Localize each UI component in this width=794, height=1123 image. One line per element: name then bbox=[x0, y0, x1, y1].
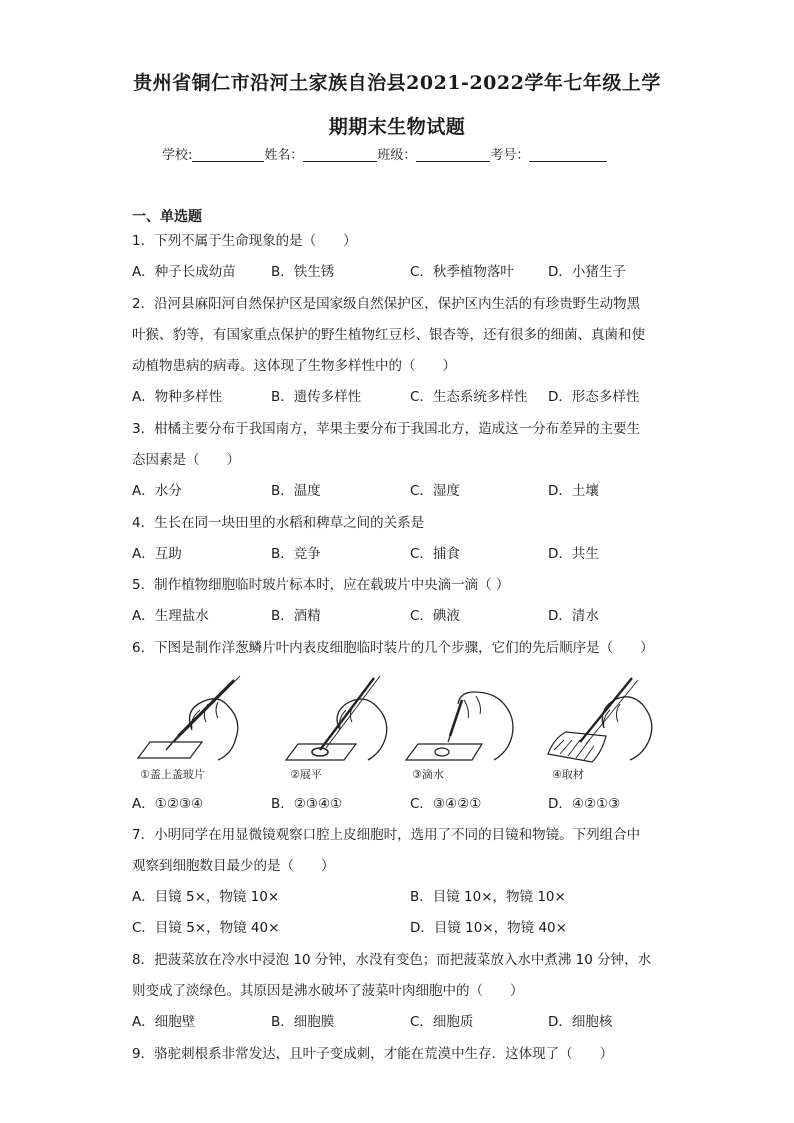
question-2-stem-line3: 动植物患病的病毒。这体现了生物多样性中的（ ） bbox=[132, 358, 456, 374]
exam-number-blank[interactable] bbox=[529, 147, 607, 162]
name-blank[interactable] bbox=[303, 147, 377, 162]
question-7-stem-line1: 7．小明同学在用显微镜观察口腔上皮细胞时，选用了不同的目镜和物镜。下列组合中 bbox=[132, 827, 641, 843]
question-1-stem: 1．下列不属于生命现象的是（ ） bbox=[132, 233, 357, 249]
question-6-stem: 6．下图是制作洋葱鳞片叶内表皮细胞临时装片的几个步骤，它们的先后顺序是（ ） bbox=[132, 640, 654, 656]
section-title: 一、单选题 bbox=[132, 209, 202, 225]
step-take-material-figure bbox=[544, 670, 668, 790]
q1-option-d[interactable]: D．小猪生子 bbox=[548, 264, 626, 280]
q8-option-d[interactable]: D．细胞核 bbox=[548, 1014, 613, 1030]
question-3-stem-line2: 态因素是（ ） bbox=[132, 452, 240, 468]
q2-option-a[interactable]: A．物种多样性 bbox=[132, 389, 223, 405]
question-4-stem: 4．生长在同一块田里的水稻和稗草之间的关系是 bbox=[132, 515, 425, 531]
q4-option-b[interactable]: B．竞争 bbox=[271, 546, 321, 562]
step-drop-water-figure bbox=[404, 670, 528, 790]
q1-option-c[interactable]: C．秋季植物落叶 bbox=[410, 264, 514, 280]
school-blank[interactable] bbox=[192, 147, 264, 162]
school-field bbox=[162, 144, 264, 163]
q8-option-c[interactable]: C．细胞质 bbox=[410, 1014, 474, 1030]
q5-option-b[interactable]: B．酒精 bbox=[271, 608, 321, 624]
class-blank[interactable] bbox=[416, 147, 490, 162]
slide-steps-figure bbox=[132, 670, 652, 790]
q5-option-c[interactable]: C．碘液 bbox=[410, 608, 460, 624]
step-cover-slip-figure bbox=[132, 670, 256, 790]
student-info-row bbox=[162, 144, 607, 163]
question-5-stem: 5．制作植物细胞临时玻片标本时，应在载玻片中央滴一滴（ ） bbox=[132, 577, 510, 593]
exam-title-line1: 贵州省铜仁市沿河土家族自治县2021-2022学年七年级上学 bbox=[133, 72, 661, 94]
q8-option-a[interactable]: A．细胞壁 bbox=[132, 1014, 196, 1030]
exam-number-field bbox=[490, 144, 607, 163]
step-spread-figure bbox=[282, 670, 406, 790]
q5-option-d[interactable]: D．清水 bbox=[548, 608, 599, 624]
question-2-stem-line2: 叶猴、豹等，有国家重点保护的野生植物红豆杉、银杏等，还有很多的细菌、真菌和使 bbox=[132, 327, 645, 343]
q8-option-b[interactable]: B．细胞膜 bbox=[271, 1014, 335, 1030]
q3-option-d[interactable]: D．土壤 bbox=[548, 483, 599, 499]
q2-option-b[interactable]: B．遗传多样性 bbox=[271, 389, 362, 405]
exam-number-label: 考号： bbox=[490, 148, 530, 163]
spread-illustration bbox=[282, 670, 406, 770]
name-label: 姓名： bbox=[264, 148, 304, 163]
q7-option-d[interactable]: D．目镜 10×，物镜 40× bbox=[410, 920, 567, 936]
q6-option-d[interactable]: D．④②①③ bbox=[548, 796, 621, 812]
q2-option-d[interactable]: D．形态多样性 bbox=[548, 389, 640, 405]
step-2-caption: ②展平 bbox=[290, 768, 322, 781]
q4-option-c[interactable]: C．捕食 bbox=[410, 546, 460, 562]
question-7-stem-line2: 观察到细胞数目最少的是（ ） bbox=[132, 858, 335, 874]
q4-option-d[interactable]: D．共生 bbox=[548, 546, 599, 562]
school-label: 学校: bbox=[162, 148, 193, 163]
q3-option-a[interactable]: A．水分 bbox=[132, 483, 182, 499]
step-1-caption: ①盖上盖玻片 bbox=[140, 768, 205, 781]
class-field bbox=[377, 144, 490, 163]
q3-option-b[interactable]: B．温度 bbox=[271, 483, 321, 499]
q6-option-a[interactable]: A．①②③④ bbox=[132, 796, 204, 812]
q3-option-c[interactable]: C．湿度 bbox=[410, 483, 460, 499]
question-3-stem-line1: 3．柑橘主要分布于我国南方，苹果主要分布于我国北方，造成这一分布差异的主要生 bbox=[132, 421, 641, 437]
question-8-stem-line1: 8．把菠菜放在冷水中浸泡 10 分钟，水没有变色；而把菠菜放入水中煮沸 10 分钟，水 bbox=[132, 952, 652, 968]
question-2-stem-line1: 2．沿河县麻阳河自然保护区是国家级自然保护区，保护区内生活的有珍贵野生动物黑 bbox=[132, 296, 641, 312]
q4-option-a[interactable]: A．互助 bbox=[132, 546, 182, 562]
question-8-stem-line2: 则变成了淡绿色。其原因是沸水破坏了菠菜叶肉细胞中的（ ） bbox=[132, 983, 524, 999]
q6-option-b[interactable]: B．②③④① bbox=[271, 796, 343, 812]
q7-option-c[interactable]: C．目镜 5×，物镜 40× bbox=[132, 920, 280, 936]
q5-option-a[interactable]: A．生理盐水 bbox=[132, 608, 209, 624]
exam-title-line2: 期期末生物试题 bbox=[328, 116, 466, 138]
q2-option-c[interactable]: C．生态系统多样性 bbox=[410, 389, 528, 405]
cover-slip-illustration bbox=[132, 670, 256, 770]
q1-option-b[interactable]: B．铁生锈 bbox=[271, 264, 335, 280]
take-material-illustration bbox=[544, 670, 668, 770]
question-9-stem: 9．骆驼刺根系非常发达，且叶子变成刺，才能在荒漠中生存．这体现了（ ） bbox=[132, 1046, 614, 1062]
q1-option-a[interactable]: A．种子长成幼苗 bbox=[132, 264, 236, 280]
q7-option-a[interactable]: A．目镜 5×，物镜 10× bbox=[132, 889, 280, 905]
step-3-caption: ③滴水 bbox=[412, 768, 444, 781]
step-4-caption: ④取材 bbox=[552, 768, 584, 781]
class-label: 班级： bbox=[377, 148, 417, 163]
q6-option-c[interactable]: C．③④②① bbox=[410, 796, 482, 812]
drop-water-illustration bbox=[404, 670, 528, 770]
q7-option-b[interactable]: B．目镜 10×，物镜 10× bbox=[410, 889, 566, 905]
name-field bbox=[264, 144, 377, 163]
